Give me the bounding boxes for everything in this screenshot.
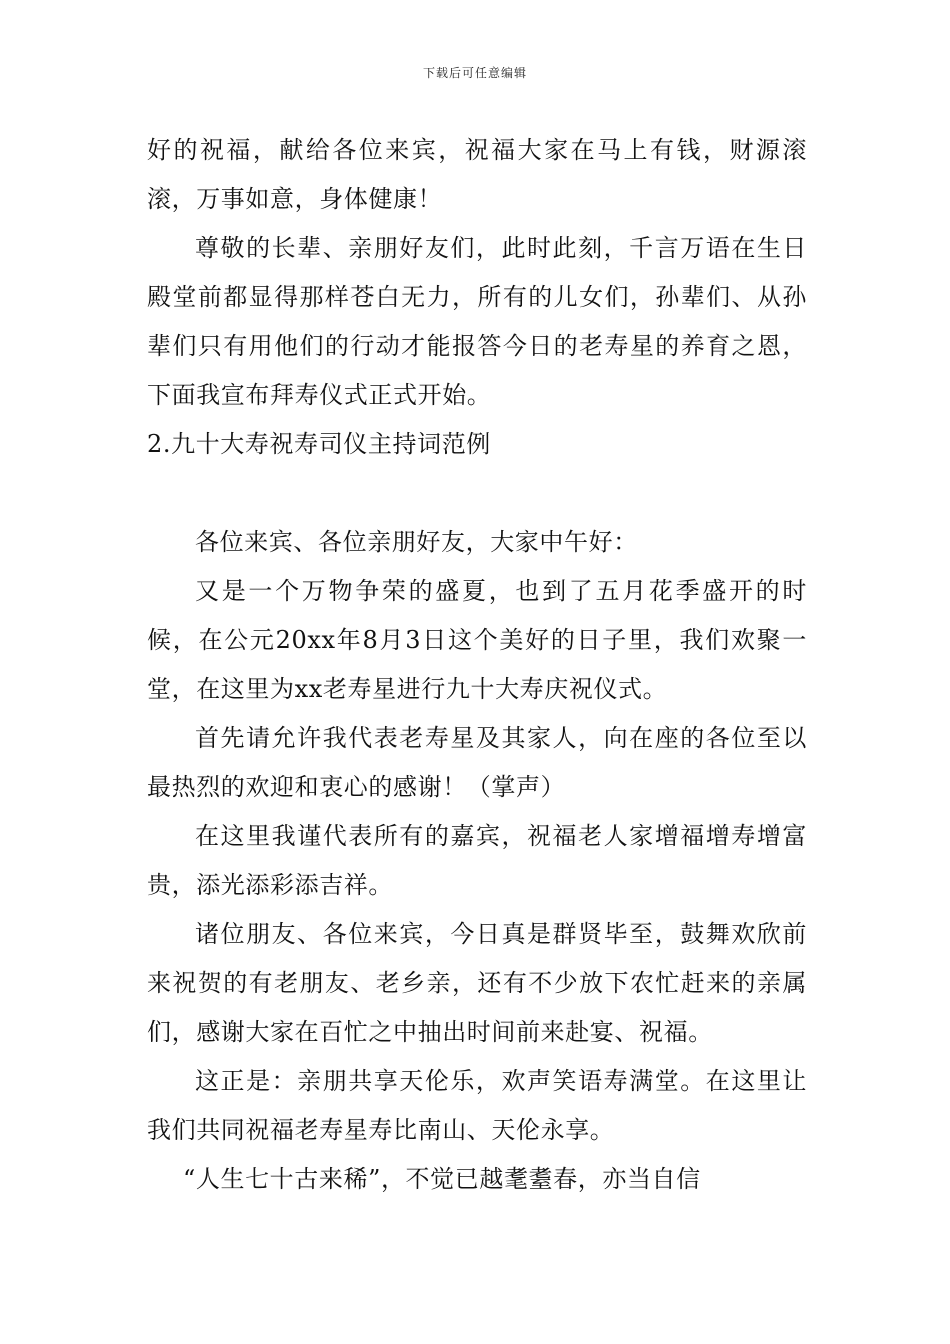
paragraph-toast: 这正是：亲朋共享天伦乐，欢声笑语寿满堂。在这里让我们共同祝福老寿星寿比南山、天伦永享。 — [147, 1067, 807, 1144]
blank-line — [147, 469, 807, 518]
paragraph-opening: 又是一个万物争荣的盛夏，也到了五月花季盛开的时候，在公元20xx年8月3日这个美好的日子里，我们欢聚一堂，在这里为xx老寿星进行九十大寿庆祝仪式。 — [147, 577, 807, 703]
paragraph-ceremony-start: 尊敬的长辈、亲朋好友们，此时此刻，千言万语在生日殿堂前都显得那样苍白无力，所有的儿女们，孙辈们、从孙辈们只有用他们的行动才能报答今日的老寿星的养育之恩，下面我宣布拜寿仪式正式开始。 — [147, 234, 807, 409]
paragraph-continuation: 好的祝福，献给各位来宾，祝福大家在马上有钱，财源滚滚，万事如意，身体健康！ — [147, 136, 807, 213]
paragraph-thanks: 诸位朋友、各位来宾，今日真是群贤毕至，鼓舞欢欣前来祝贺的有老朋友、老乡亲，还有不少放下农忙赶来的亲属们，感谢大家在百忙之中抽出时间前来赴宴、祝福。 — [147, 920, 807, 1046]
paragraph-quote: “人生七十古来稀”，不觉已越耄耋春，亦当自信 — [183, 1165, 701, 1193]
paragraph-blessing: 在这里我谨代表所有的嘉宾，祝福老人家增福增寿增富贵，添光添彩添吉祥。 — [147, 822, 807, 899]
paragraph-greeting: 各位来宾、各位亲朋好友，大家中午好： — [195, 528, 638, 556]
document-body — [147, 126, 807, 1204]
paragraph-welcome: 首先请允许我代表老寿星及其家人，向在座的各位至以最热烈的欢迎和衷心的感谢！（掌声） — [147, 724, 807, 801]
page-header: 下载后可任意编辑 — [422, 66, 527, 80]
section-heading: 2.九十大寿祝寿司仪主持词范例 — [147, 430, 491, 458]
